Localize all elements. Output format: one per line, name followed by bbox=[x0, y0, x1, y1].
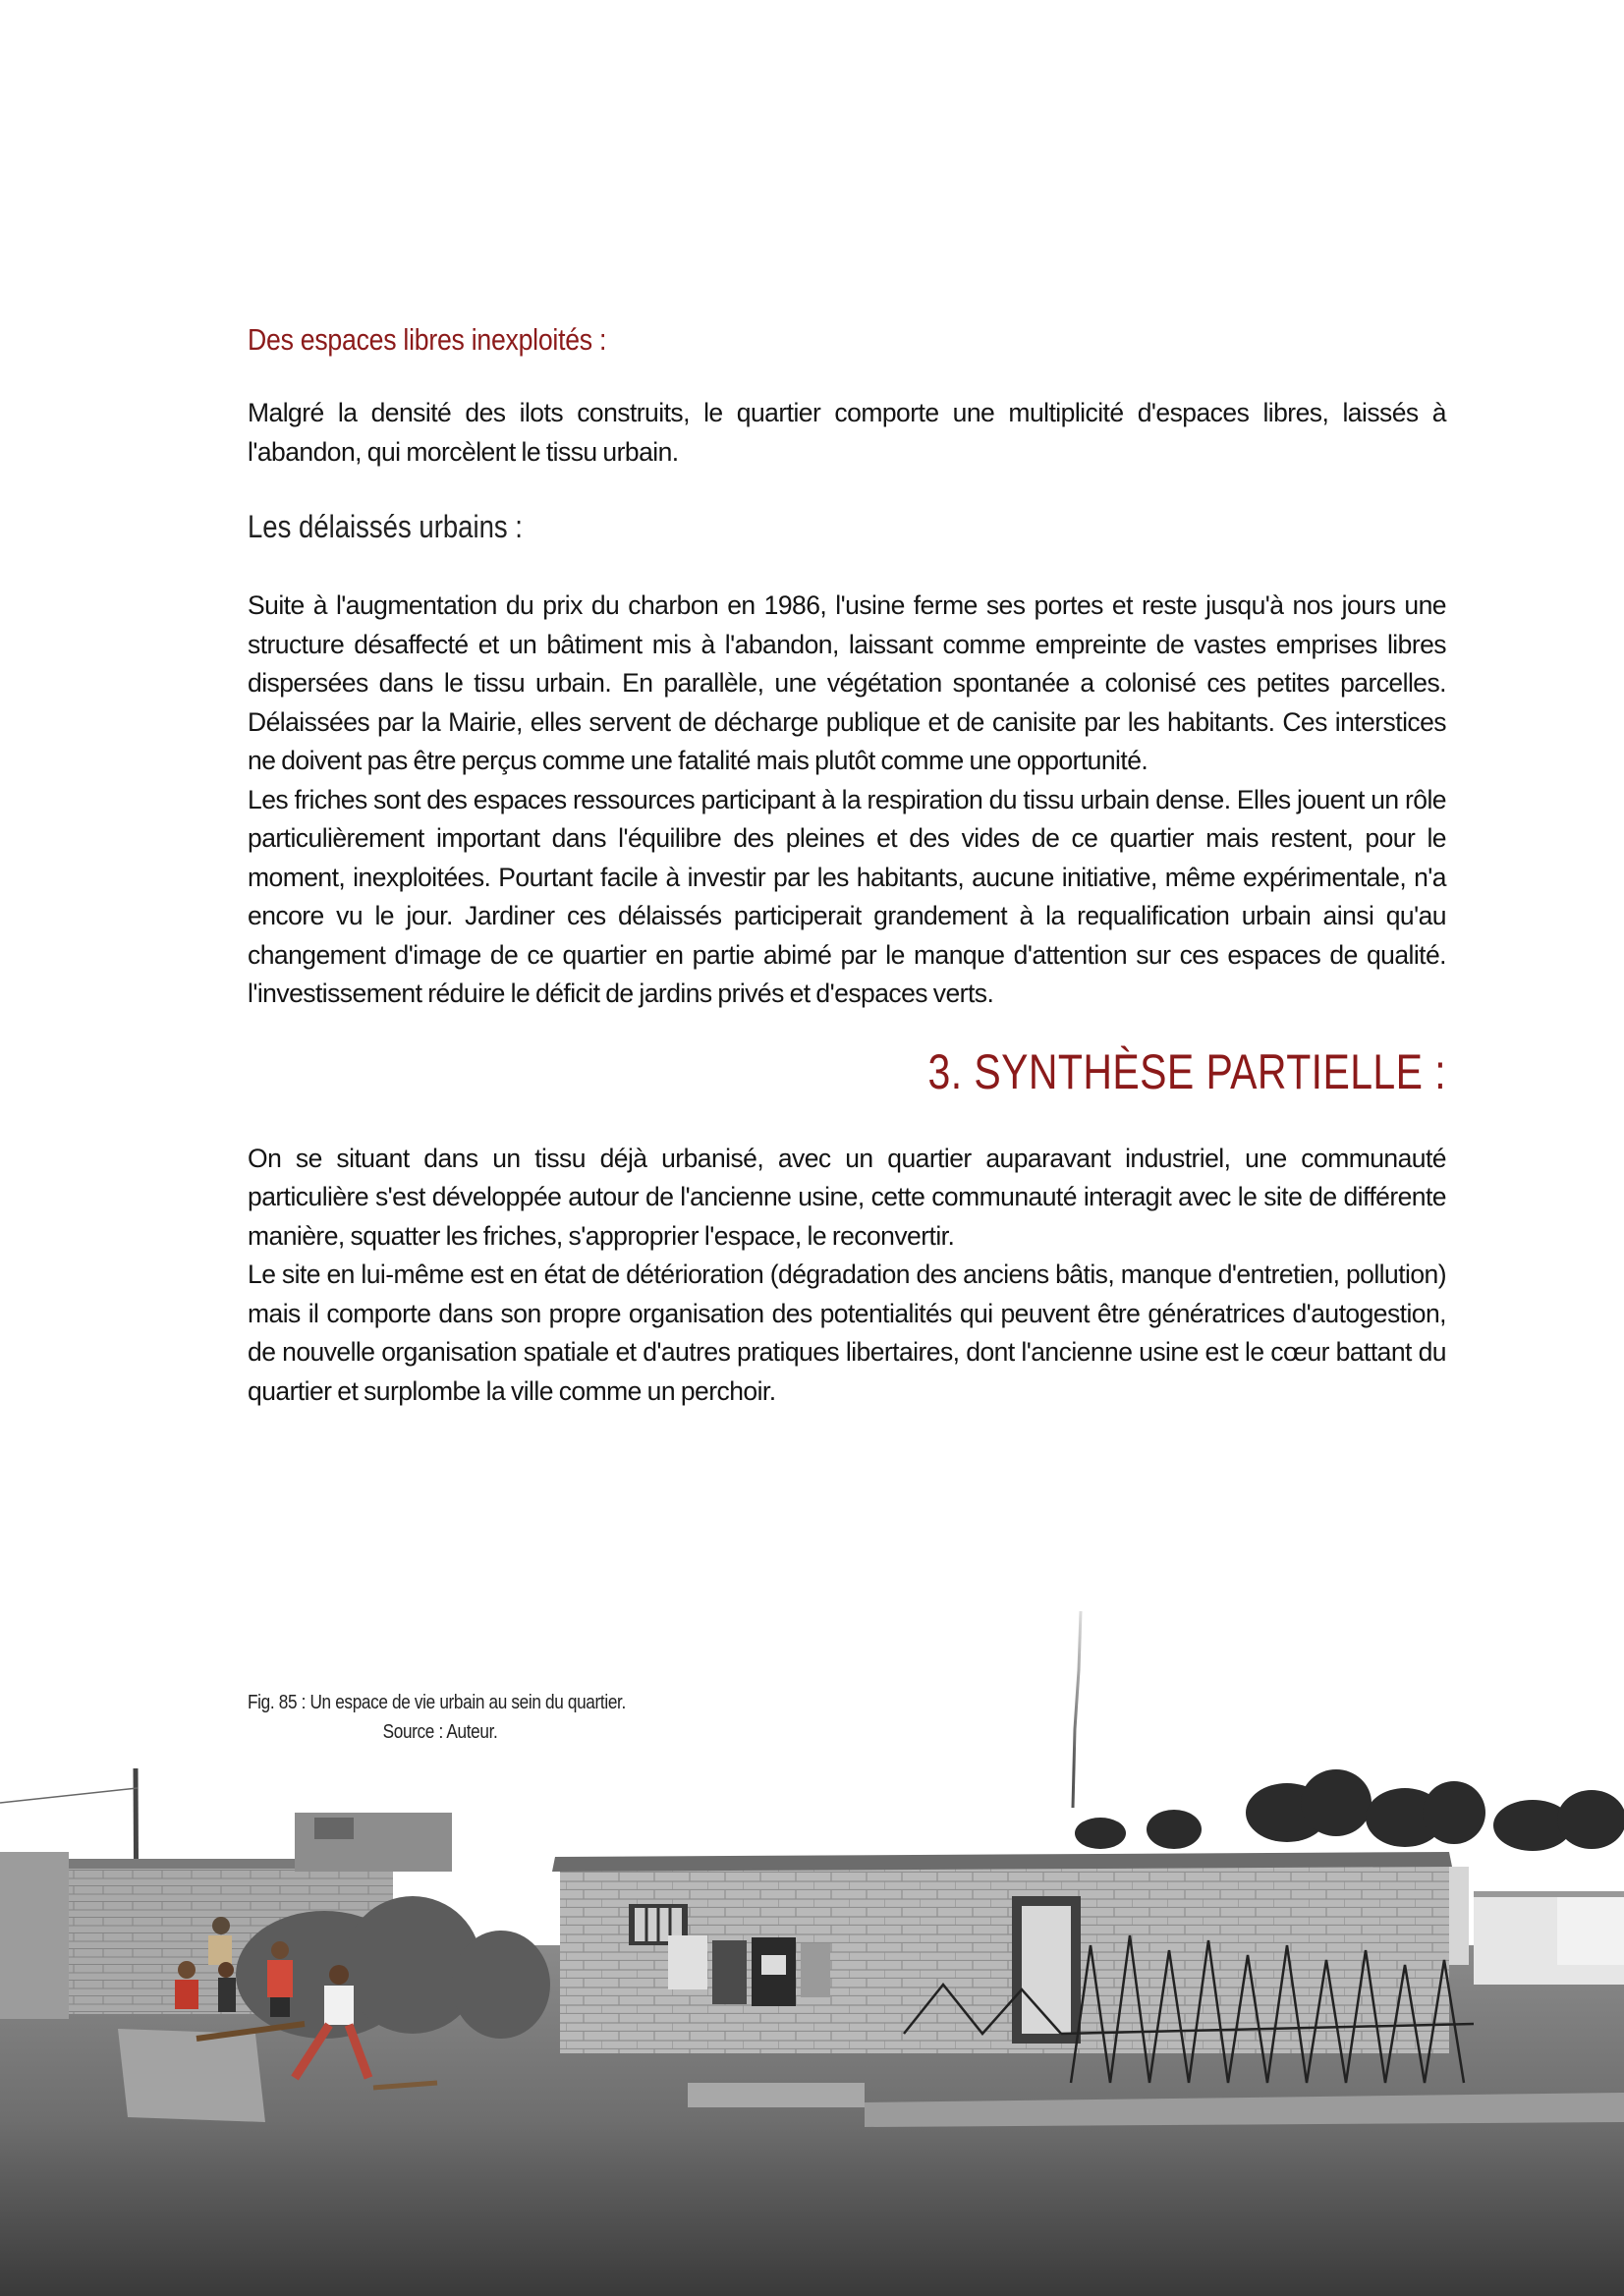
paragraph-free-spaces: Malgré la densité des ilots construits, le quartier comporte une multiplicité d'espaces libres, laissés à l'abandon, qui morcèlent le tissu urbain. bbox=[248, 398, 1446, 467]
paragraph-synthesis-1: On se situant dans un tissu déjà urbanisé, avec un quartier auparavant industriel, une communauté particulière s'est développée autour de l'ancienne usine, cette communauté interagit avec le site de différente manière, squatter les friches, s'approprier l'espace, le reconvertir. bbox=[248, 1143, 1446, 1251]
paragraph-urban-leftovers-2: Les friches sont des espaces ressources participant à la respiration du tissu urbain dense. Elles jouent un rôle particulièrement important dans l'équilibre des pleines et des vides de ce quartier mais restent, pour le moment, inexploitées. Pourtant facile à investir par les habitants, aucune initiative, même expérimentale, n'a encore vu le jour. Jardiner ces délaissés participerait grandement à la requalification urbain ainsi qu'au changement d'image de ce quartier en partie abimé par le manque d'attention sur ces espaces de qualité. l'investissement réduire le déficit de jardins privés et d'espaces verts. bbox=[248, 784, 1446, 1008]
photo-urban-space bbox=[0, 1572, 1624, 2296]
section-title-synthesis: 3. SYNTHÈSE PARTIELLE : bbox=[927, 1043, 1446, 1099]
figure-source: Source : Auteur. bbox=[382, 1721, 498, 1743]
heading-urban-leftovers: Les délaissés urbains : bbox=[248, 509, 523, 544]
paragraph-urban-leftovers-1: Suite à l'augmentation du prix du charbon en 1986, l'usine ferme ses portes et reste jusqu'à nos jours une structure désaffecté et un bâtiment mis à l'abandon, laissant comme empreinte de vastes emprises libres dispersées dans le tissu urbain. En parallèle, une végétation spontanée a colonisé ces petites parcelles. Délaissées par la Mairie, elles servent de décharge publique et de canisite par les habitants. Ces interstices ne doivent pas être perçus comme une fatalité mais plutôt comme une opportunité. bbox=[248, 590, 1446, 775]
heading-free-spaces: Des espaces libres inexploités : bbox=[248, 322, 607, 357]
paragraph-synthesis-2: Le site en lui-même est en état de détérioration (dégradation des anciens bâtis, manque d'entretien, pollution) mais il comporte dans son propre organisation des potentialités qui peuvent être génératrices d'autogestion, de nouvelle organisation spatiale et d'autres pratiques libertaires, dont l'ancienne usine est le cœur battant du quartier et surplombe la ville comme un perchoir. bbox=[248, 1260, 1446, 1406]
background-trees bbox=[1075, 1769, 1624, 1851]
figure-caption bbox=[248, 1688, 626, 1747]
figure-caption-text: Fig. 85 : Un espace de vie urbain au sein du quartier. bbox=[248, 1692, 626, 1713]
main-content bbox=[248, 322, 1446, 1411]
